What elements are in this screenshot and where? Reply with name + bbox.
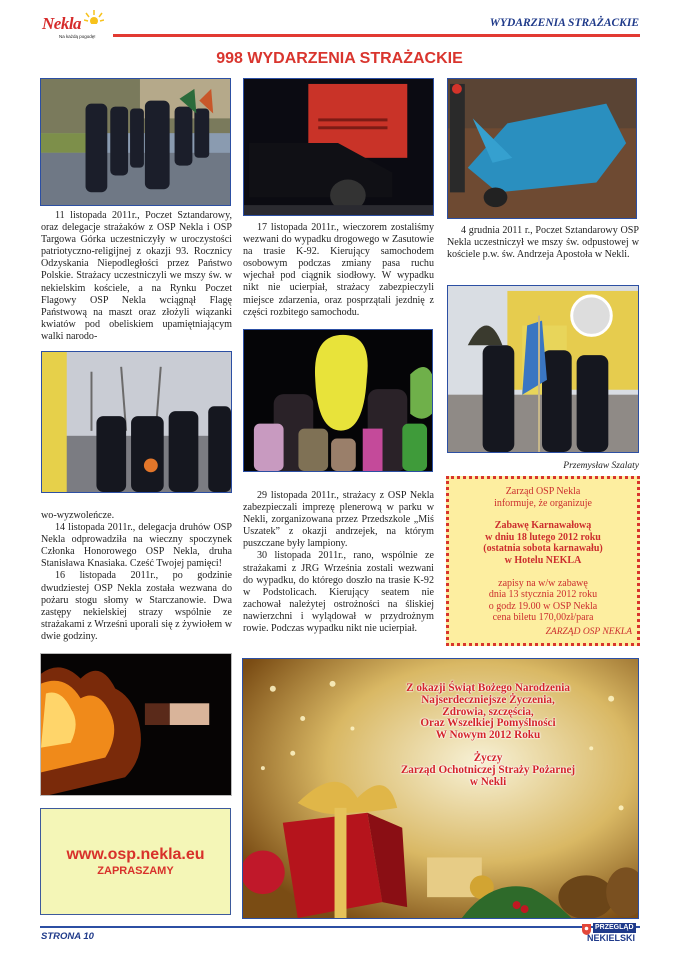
- ad-note: (ostatnia sobota karnawału): [483, 543, 603, 555]
- card-line: Z okazji Świąt Bożego Narodzenia: [406, 682, 570, 694]
- section-title: WYDARZENIA STRAŻACKIE: [489, 17, 639, 29]
- photo-church-flag: [447, 285, 639, 453]
- ad-line: o godz 19.00 w OSP Nekla: [488, 600, 598, 612]
- brand-bottom: NEKIELSKI: [587, 933, 636, 943]
- christmas-card: [242, 658, 639, 919]
- article-text: 29 listopada 2011r., strażacy z OSP Nekla zabezpieczali imprezę plenerową w parku w Nekli, zorganizowana przez Przedszkole „Miś Uszatek” z okazji andrzejek, na którym puszczane były lampiony.: [243, 490, 434, 550]
- photo-car-truck: [243, 78, 434, 216]
- ad-price: cena biletu 170,00zł/para: [492, 612, 594, 624]
- ad-signature: ZARZĄD OSP NEKLA: [545, 627, 632, 638]
- ad-line: Zarząd OSP Nekla: [505, 486, 581, 497]
- ad-venue: w Hotelu NEKLA: [504, 554, 582, 566]
- logo-word: Nekla: [42, 14, 82, 33]
- brand-top: PRZEGLĄD: [595, 924, 634, 931]
- article-dec-4: [447, 225, 639, 261]
- card-sig: Zarząd Ochotniczej Straży Pożarnej: [400, 763, 576, 776]
- ad-line: dnia 13 stycznia 2012 roku: [488, 589, 598, 601]
- dotted-border: [446, 476, 640, 646]
- card-line: Zdrowia, szczęścia,: [442, 705, 534, 718]
- article-text: 11 listopada 2011r., Poczet Sztandarowy, oraz delegacje strażaków z OSP Nekla i OSP Targowa Górka uczestniczyły w uroczystości patriotyczno-religijnej z okazji 93. Rocznicy Odzyskania Niepodległości przez Państwo Polskie. Strażacy uczestniczyli we mszy św. w nekielskim kościele, a na Rynku Poczet Flagowy OSP Nekla wciągnął Flagę Państwową na maszt oraz złożyli wiązanki kwiatów pod obeliskiem upamiętniającym walki narodo-: [41, 210, 232, 342]
- card-line: W Nowym 2012 Roku: [435, 729, 541, 742]
- christmas-message: [338, 683, 638, 788]
- article-col1-bottom: [41, 510, 232, 643]
- logo-tagline: Na każdą pogodę!: [59, 34, 96, 39]
- nekla-logo: [40, 10, 112, 42]
- ad-date: w dniu 18 lutego 2012 roku: [485, 531, 601, 543]
- przeglad-nekielski-logo: [582, 923, 640, 945]
- website-link[interactable]: www.osp.nekla.eu: [66, 846, 205, 863]
- sun-icon: [84, 10, 104, 24]
- photo-crashed-car: [447, 78, 637, 219]
- promo-invite: ZAPRASZAMY: [97, 865, 174, 877]
- article-text: 4 grudnia 2011 r., Poczet Sztandarowy OSP Nekla uczestniczył we mszy św. odpustowej w kościele p.w. św. Andrzeja Apostoła w Nekli.: [447, 225, 639, 261]
- article-nov-17: [243, 222, 434, 319]
- photo-parade: [40, 78, 231, 206]
- article-text: 17 listopada 2011r., wieczorem zostaliśmy wezwani do wypadku drogowego w Zasutowie na trasie K-92. Kierujący samochodem osobowym podczas zmiany pasa ruchu wjechał pod ciągnik siodłowy. W wypadku nikt nie ucierpiał, strażacy zabezpieczyli miejsce zdarzenia, oraz posprzątali jezdnię z części rozbitego samochodu.: [243, 222, 434, 318]
- footer-rule: [40, 926, 640, 928]
- photo-lanterns: [243, 329, 433, 472]
- article-col2-bottom: [243, 490, 434, 635]
- website-promo: [40, 808, 231, 915]
- article-text: 16 listopada 2011r., po godzinie dwudziestej OSP Nekla została wezwana do pożaru stogu słomy w Starczanowie. Dwa zastępy nekielskiej strazy wspólnie ze strażakami z Wrześni uporali się z żywiołem w dwie godziny.: [41, 570, 232, 642]
- page-title: 998 WYDARZENIA STRAŻACKIE: [216, 50, 463, 67]
- ad-line: zapisy na w/w zabawę: [498, 577, 588, 589]
- card-sig: Życzy: [473, 751, 503, 764]
- card-line: Oraz Wszelkiej Pomyślności: [420, 717, 556, 730]
- header-rule: [113, 34, 640, 37]
- article-text: 14 listopada 2011r., delegacja druhów OSP Nekla odprowadziła na wieczny spoczynek Członka Honorowego OSP Nekla, druha Stanisława Knasiaka. Cześć Twojej pamięci!: [41, 522, 232, 570]
- article-nov-11: [41, 210, 232, 343]
- page-number: STRONA 10: [41, 931, 94, 942]
- carnival-ad: [446, 476, 640, 646]
- author-name: Przemysław Szalaty: [563, 461, 639, 471]
- article-text: wo-wyzwoleńcze.: [41, 510, 115, 521]
- ad-line: informuje, że organizuje: [494, 497, 592, 509]
- photo-haystack-fire: [40, 653, 232, 796]
- ad-headline: Zabawę Karnawałową: [494, 520, 592, 532]
- card-line: Najserdeczniejsze Życzenia,: [421, 693, 555, 706]
- photo-funeral: [41, 351, 232, 493]
- card-sig: w Nekli: [469, 775, 507, 788]
- article-text: 30 listopada 2011r., rano, wspólnie ze strażakami z JRG Września zostali wezwani do wypadku, do którego doszło na trasie K-92 w Podstolicach. Kierujący seatem nie zachował należytej ostrożności na śliskiej nawierzchni i wylądował w przydrożnym rowie. Podczas wypadku nikt nie ucierpiał.: [243, 550, 434, 635]
